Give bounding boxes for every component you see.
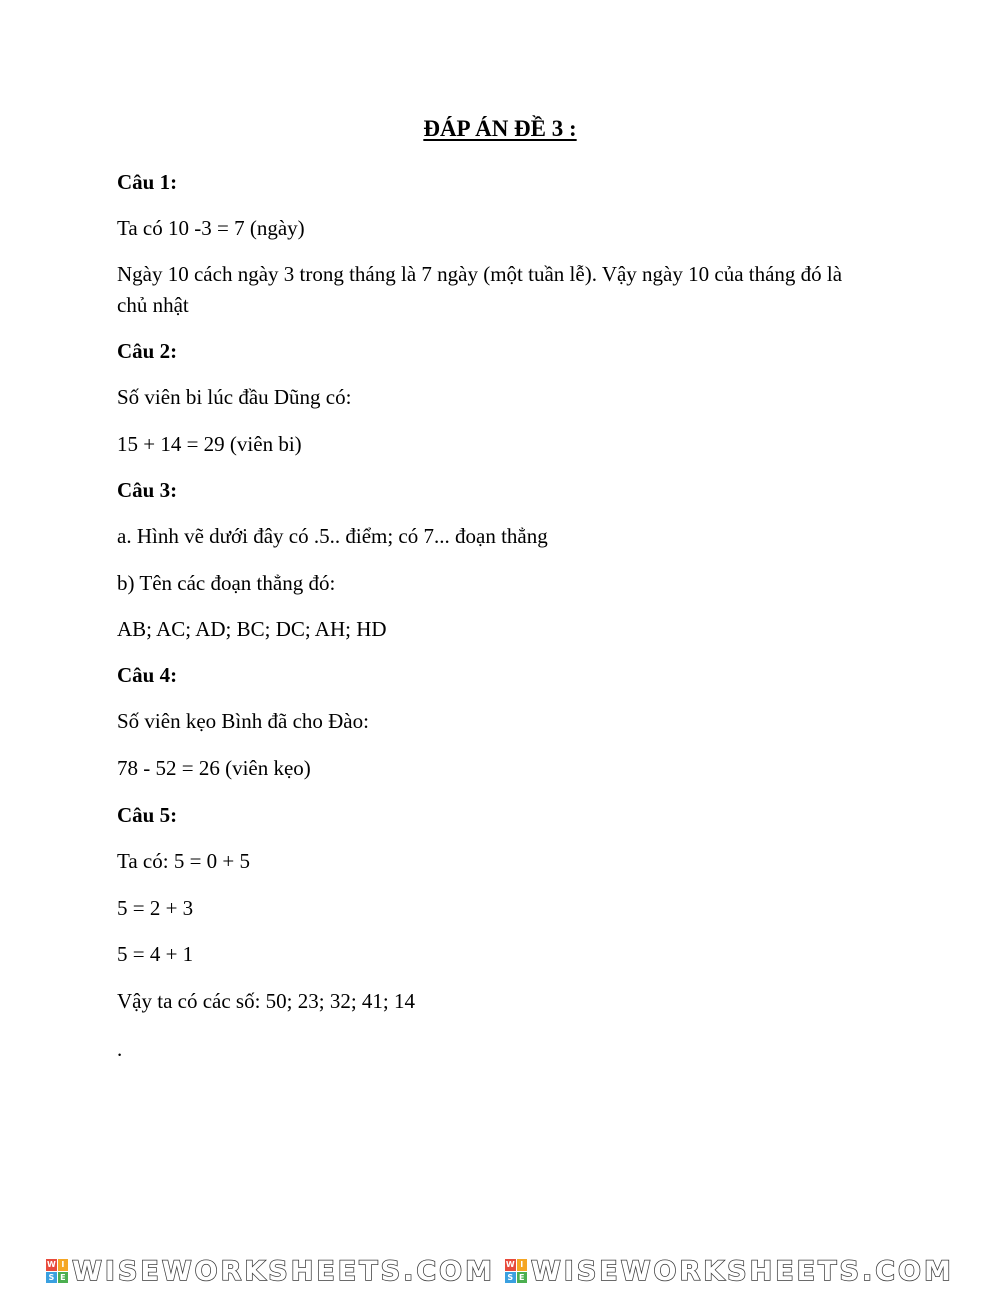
logo-letter: W (46, 1260, 56, 1269)
answer-line: 5 = 4 + 1 (117, 942, 194, 966)
answer-line: Ta có 10 -3 = 7 (ngày) (117, 216, 305, 240)
brand-logo-icon (46, 1259, 68, 1283)
answer-line: 5 = 2 + 3 (117, 896, 194, 920)
brand-name: WISEWORKSHEETS.COM (72, 1255, 495, 1287)
answer-line: Số viên bi lúc đầu Dũng có: (117, 385, 352, 409)
footer-banner (0, 1252, 1000, 1290)
answer-paragraph: Ngày 10 cách ngày 3 trong tháng là 7 ngày (một tuần lễ). Vậy ngày 10 của tháng đó là chủ nhật (117, 262, 843, 317)
brand-logo-icon (505, 1259, 527, 1283)
brand-group-left (46, 1256, 495, 1287)
answer-line: Số viên kẹo Bình đã cho Đào: (117, 709, 369, 733)
logo-letter: S (46, 1272, 57, 1284)
page-title: ĐÁP ÁN ĐỀ 3 : (423, 116, 577, 141)
question-4-heading: Câu 4: (117, 663, 178, 687)
question-3-heading: Câu 3: (117, 478, 178, 502)
answer-line: Ta có: 5 = 0 + 5 (117, 849, 251, 873)
answer-line: 15 + 14 = 29 (viên bi) (117, 432, 302, 456)
answer-line: AB; AC; AD; BC; DC; AH; HD (117, 617, 387, 641)
question-1-heading: Câu 1: (117, 170, 178, 194)
logo-letter: I (58, 1259, 69, 1271)
answer-line: Vậy ta có các số: 50; 23; 32; 41; 14 (117, 989, 416, 1013)
logo-letter: S (505, 1272, 516, 1284)
question-5-heading: Câu 5: (117, 803, 178, 827)
brand-group-right (505, 1256, 954, 1287)
logo-letter: I (517, 1259, 528, 1271)
answer-line: a. Hình vẽ dưới đây có .5.. điểm; có 7... đoạn thẳng (117, 524, 548, 548)
logo-letter: E (517, 1272, 528, 1284)
logo-letter: E (58, 1272, 69, 1284)
logo-letter: W (505, 1260, 515, 1269)
brand-name: WISEWORKSHEETS.COM (531, 1255, 954, 1287)
question-2-heading: Câu 2: (117, 339, 178, 363)
trailing-dot: . (117, 1037, 123, 1061)
answer-line: b) Tên các đoạn thẳng đó: (117, 571, 336, 595)
answer-line: 78 - 52 = 26 (viên kẹo) (117, 756, 311, 780)
